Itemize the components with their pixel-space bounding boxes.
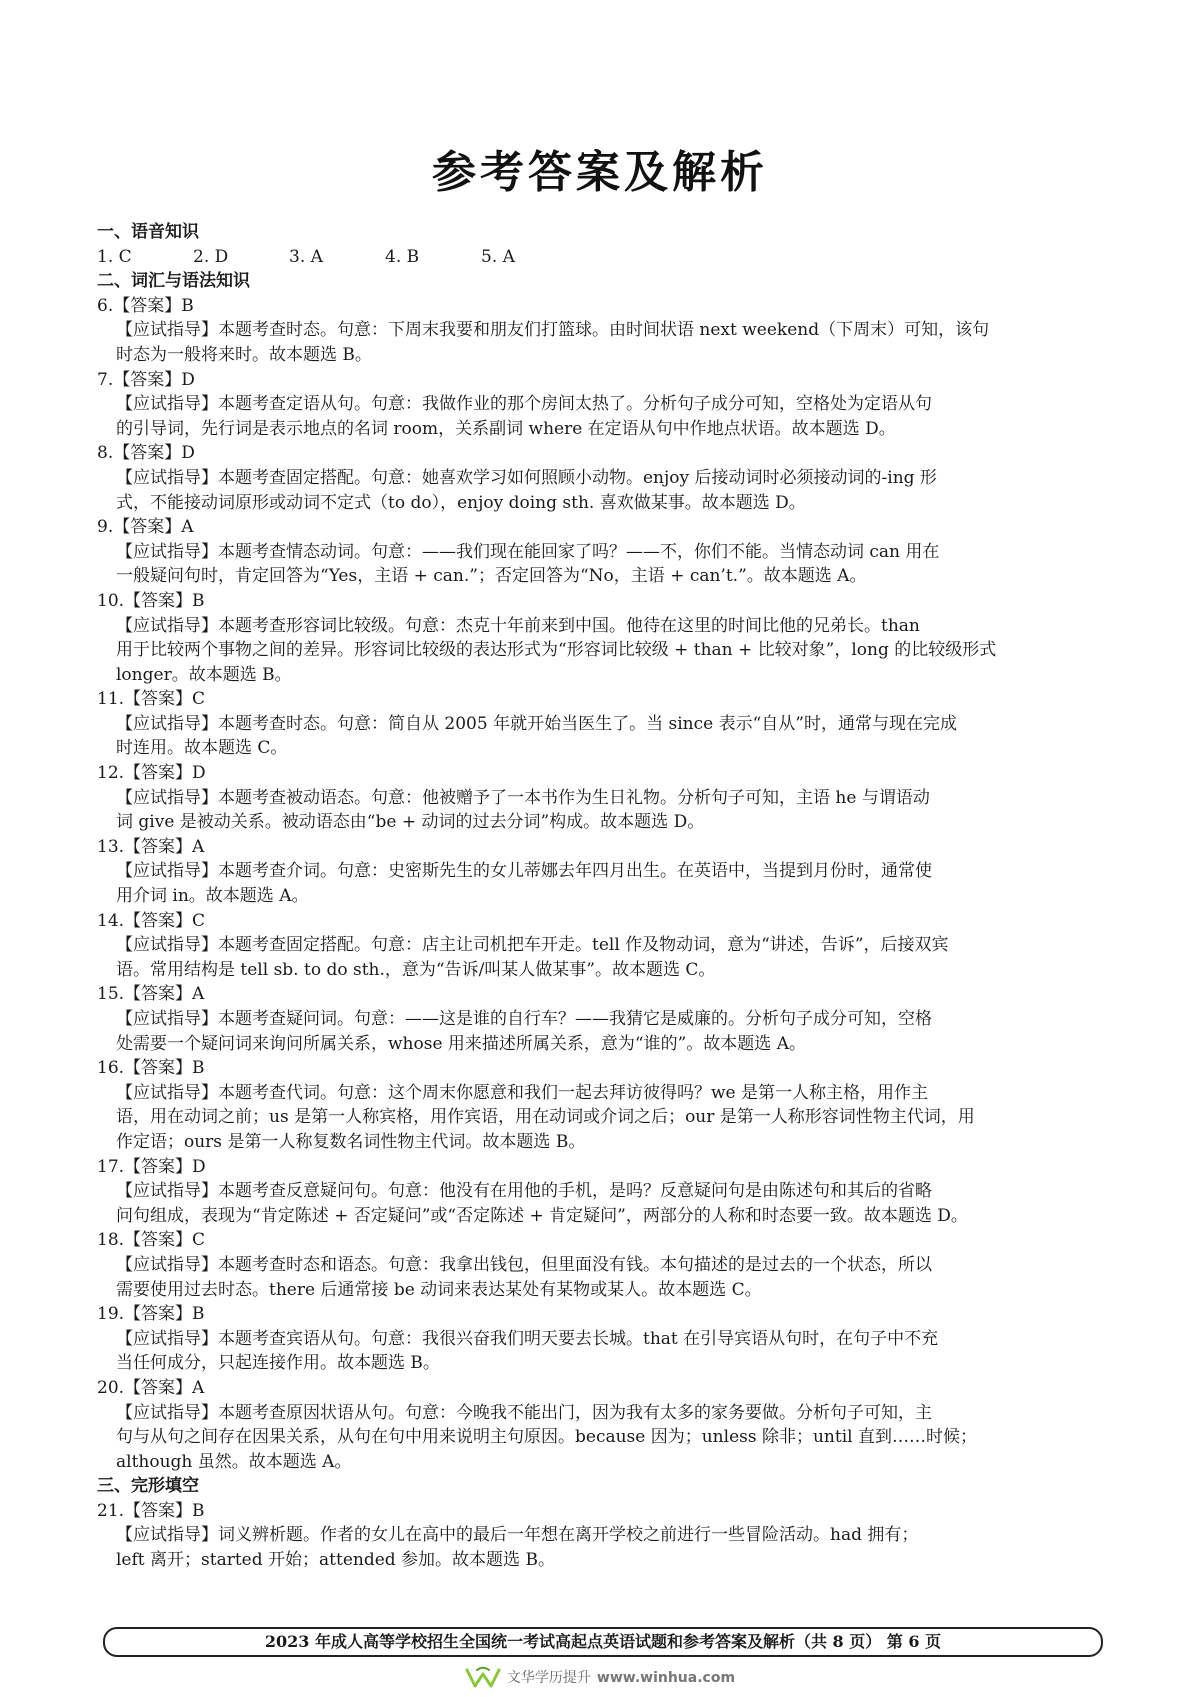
answer-line: 17.【答案】D [97, 1156, 206, 1177]
explanation-line: 需要使用过去时态。there 后通常接 be 动词来表达某处有某物或某人。故本题选 C。 [116, 1279, 762, 1300]
explanation-line: 语，用在动词之前；us 是第一人称宾格，用作宾语，用在动词或介词之后；our 是第一人称形容词性物主代词，用 [116, 1107, 975, 1128]
brand-logo-icon [465, 1666, 501, 1690]
explanation-line: 的引导词，先行词是表示地点的名词 room，关系副词 where 在定语从句中作地点状语。故本题选 D。 [116, 418, 896, 439]
answer-content [97, 220, 1107, 1573]
explanation-line: 【应试指导】本题考查介词。句意：史密斯先生的女儿蒂娜去年四月出生。在英语中，当提到月份时，通常使 [116, 861, 932, 882]
explanation-line: 【应试指导】本题考查时态。句意：下周末我要和朋友们打篮球。由时间状语 next weekend（下周末）可知，该句 [116, 320, 990, 341]
answer-line: 12.【答案】D [97, 763, 206, 784]
answer-line: 14.【答案】C [97, 910, 206, 931]
explanation-line: 【应试指导】本题考查代词。句意：这个周末你愿意和我们一起去拜访彼得吗？we 是第一人称主格，用作主 [116, 1082, 929, 1103]
explanation-line: 【应试指导】本题考查形容词比较级。句意：杰克十年前来到中国。他待在这里的时间比他的兄弟长。than [116, 615, 920, 636]
explanation-line: 一般疑问句时，肯定回答为“Yes，主语 + can.”；否定回答为“No，主语 + can’t.”。故本题选 A。 [116, 566, 867, 587]
explanation-line: 处需要一个疑问词来询问所属关系，whose 用来描述所属关系，意为“谁的”。故本题选 A。 [116, 1033, 806, 1054]
answer-line: 16.【答案】B [97, 1058, 205, 1079]
answer-line: 9.【答案】A [97, 517, 194, 538]
explanation-line: 语。常用结构是 tell sb. to do sth.，意为“告诉/叫某人做某事”。故本题选 C。 [116, 959, 716, 980]
page-footer: 2023 年成人高等学校招生全国统一考试高起点英语试题和参考答案及解析（共 8 页） 第 6 页 [103, 1627, 1103, 1657]
explanation-line: left 离开；started 开始；attended 参加。故本题选 B。 [116, 1550, 555, 1571]
explanation-line: 【应试指导】本题考查被动语态。句意：他被赠予了一本书作为生日礼物。分析句子可知，主语 he 与谓语动 [116, 787, 930, 808]
answer-line: 7.【答案】D [97, 369, 195, 390]
explanation-line: 【应试指导】本题考查反意疑问句。句意：他没有在用他的手机，是吗？反意疑问句是由陈述句和其后的省略 [116, 1181, 932, 1202]
section-heading-vocabulary: 二、词汇与语法知识 [97, 271, 250, 292]
answer-1: 1. C [97, 246, 132, 267]
explanation-line: 【应试指导】本题考查时态。句意：简自从 2005 年就开始当医生了。当 since 表示“自从”时，通常与现在完成 [116, 713, 957, 734]
answer-5: 5. A [481, 246, 515, 267]
phonetics-answers [97, 245, 1107, 270]
answer-2: 2. D [193, 246, 229, 267]
explanation-line: 句与从句之间存在因果关系，从句在句中用来说明主句原因。because 因为；unless 除非；until 直到……时候； [116, 1427, 977, 1448]
explanation-line: 用介词 in。故本题选 A。 [116, 886, 309, 907]
explanation-line: 【应试指导】本题考查原因状语从句。句意：今晚我不能出门，因为我有太多的家务要做。分析句子可知，主 [116, 1402, 932, 1423]
explanation-line: 词 give 是被动关系。被动语态由“be + 动词的过去分词”构成。故本题选 D。 [116, 812, 705, 833]
explanation-line: longer。故本题选 B。 [116, 664, 292, 685]
explanation-line: 式，不能接动词原形或动词不定式（to do），enjoy doing sth. 喜欢做某事。故本题选 D。 [116, 492, 806, 513]
brand-name: 文华学历提升 [506, 1670, 591, 1686]
answer-line: 11.【答案】C [97, 689, 206, 710]
page-title: 参考答案及解析 [432, 147, 768, 198]
explanation-line: 【应试指导】本题考查时态和语态。句意：我拿出钱包，但里面没有钱。本句描述的是过去的一个状态，所以 [116, 1254, 932, 1275]
answer-line: 19.【答案】B [97, 1304, 205, 1325]
answer-line: 13.【答案】A [97, 836, 205, 857]
explanation-line: 【应试指导】本题考查疑问词。句意：——这是谁的自行车？——我猜它是威廉的。分析句子成分可知，空格 [116, 1009, 932, 1029]
answer-line: 20.【答案】A [97, 1377, 205, 1398]
explanation-line: 问句组成，表现为“肯定陈述 + 否定疑问”或“否定陈述 + 肯定疑问”，两部分的人称和时态要一致。故本题选 D。 [116, 1205, 968, 1226]
section-heading-cloze: 三、完形填空 [97, 1476, 199, 1497]
explanation-line: 【应试指导】本题考查固定搭配。句意：她喜欢学习如何照顾小动物。enjoy 后接动词时必须接动词的-ing 形 [116, 467, 937, 488]
answer-line: 21.【答案】B [97, 1500, 205, 1521]
brand-url[interactable]: www.winhua.com [596, 1670, 736, 1686]
explanation-line: 时连用。故本题选 C。 [116, 738, 288, 759]
explanation-line: 当任何成分，只起连接作用。故本题选 B。 [116, 1353, 440, 1374]
answer-line: 8.【答案】D [97, 443, 195, 464]
explanation-line: 【应试指导】本题考查固定搭配。句意：店主让司机把车开走。tell 作及物动词，意为“讲述，告诉”，后接双宾 [116, 935, 949, 956]
explanation-line: 【应试指导】本题考查宾语从句。句意：我很兴奋我们明天要去长城。that 在引导宾语从句时，在句子中不充 [116, 1328, 939, 1349]
answer-line: 6.【答案】B [97, 295, 194, 316]
explanation-line: 【应试指导】本题考查定语从句。句意：我做作业的那个房间太热了。分析句子成分可知，空格处为定语从句 [116, 394, 932, 415]
answer-line: 10.【答案】B [97, 590, 205, 611]
answer-4: 4. B [385, 246, 420, 267]
explanation-line: 【应试指导】本题考查情态动词。句意：——我们现在能回家了吗？——不，你们不能。当情态动词 can 用在 [116, 541, 940, 562]
explanation-line: 用于比较两个事物之间的差异。形容词比较级的表达形式为“形容词比较级 + than + 比较对象”，long 的比较级形式 [116, 640, 997, 661]
explanation-line: although 虽然。故本题选 A。 [116, 1451, 352, 1472]
answer-line: 18.【答案】C [97, 1230, 206, 1251]
brand-watermark [0, 1666, 1200, 1690]
explanation-line: 作定语；ours 是第一人称复数名词性物主代词。故本题选 B。 [116, 1131, 586, 1152]
explanation-line: 【应试指导】词义辨析题。作者的女儿在高中的最后一年想在离开学校之前进行一些冒险活动。had 拥有； [116, 1525, 919, 1546]
explanation-line: 时态为一般将来时。故本题选 B。 [116, 344, 372, 365]
section-heading-phonetics: 一、语音知识 [97, 222, 199, 242]
answer-line: 15.【答案】A [97, 984, 205, 1005]
answer-3: 3. A [289, 246, 323, 267]
